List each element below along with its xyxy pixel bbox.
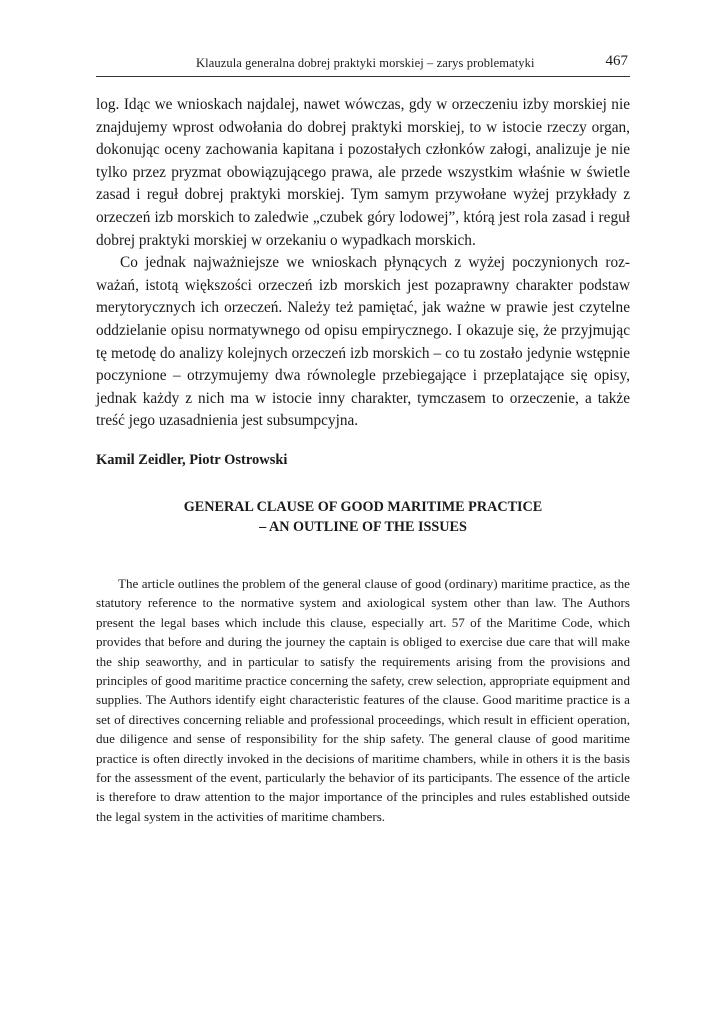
article-title-line-2: – AN OUTLINE OF THE ISSUES bbox=[259, 519, 467, 535]
page-number: 467 bbox=[605, 53, 628, 69]
article-title-line-1: GENERAL CLAUSE OF GOOD MARITIME PRACTICE bbox=[183, 499, 543, 515]
running-header bbox=[96, 54, 630, 77]
body-paragraph-2: Co jednak najważniejsze we wnioskach płynących z wyżej poczynionych rozważań, istotą większości orzeczeń izb morskich jest pozaprawny charakter podstaw merytorycznych ich orzeczeń. Należy też pamiętać, jak ważne w prawie jest czytelne oddzielanie opisu normatywnego od opisu empirycznego. I okazuje się, że przyjmując tę metodę do analizy kolejnych orzeczeń izb morskich – co tu zostało jedynie wstępnie poczynione – otrzymujemy dwa równolegle przebiegające i przeplatające się opisy, jednak każdy z nich ma w istocie inny charakter, tymczasem to orzeczenie, a także treść jego uzasadnienia jest subsumpcyjna. bbox=[96, 254, 630, 430]
article-title bbox=[96, 497, 630, 537]
abstract: The article outlines the problem of the general clause of good (ordinary) maritime practice, as the statutory reference to the normative system and axiological system other than law. The Authors present the legal bases which include this clause, especially art. 57 of the Maritime Code, which provides that before and during the journey the captain is obliged to exercise due care that will make the ship seaworthy, and in particular to satisfy the requirements arising from the provisions and principles of good maritime practice concerning the safety, crew selection, appropriate equipment and supplies. The Authors identify eight characteristic features of the clause. Good maritime practice is a set of directives concerning reliable and professional proceedings, which result in efficient operation, due diligence and sense of responsibility for the ship safety. The general clause of good maritime practice is often directly invoked in the decisions of maritime chambers, while in others it is the basis for the assessment of the event, particularly the behavior of its participants. The essence of the article is therefore to draw attention to the major importance of the principles and rules established outside the legal system in the activities of maritime chambers. bbox=[96, 576, 630, 824]
running-title: Klauzula generalna dobrej praktyki morskiej – zarys problematyki bbox=[196, 56, 535, 70]
body-paragraph-1: log. Idąc we wnioskach najdalej, nawet wówczas, gdy w orzeczeniu izby morskiej nie znajdujemy wprost odwołania do dobrej praktyki morskiej, to w istocie rzeczy organ, dokonując oceny zachowania kapitana i pozostałych członków załogi, analizuje je nie tylko przez pryzmat obowiązującego prawa, ale przede wszystkim właśnie w świetle zasad i reguł dobrej praktyki morskiej. Tym samym przywołane wyżej przykłady z orzeczeń izb morskich to zaledwie „czubek góry lodowej”, którą jest rola zasad i reguł dobrej praktyki morskiej w orzekaniu o wypadkach morskich. bbox=[96, 96, 630, 249]
body-text bbox=[96, 94, 630, 433]
authors: Kamil Zeidler, Piotr Ostrowski bbox=[96, 452, 288, 468]
